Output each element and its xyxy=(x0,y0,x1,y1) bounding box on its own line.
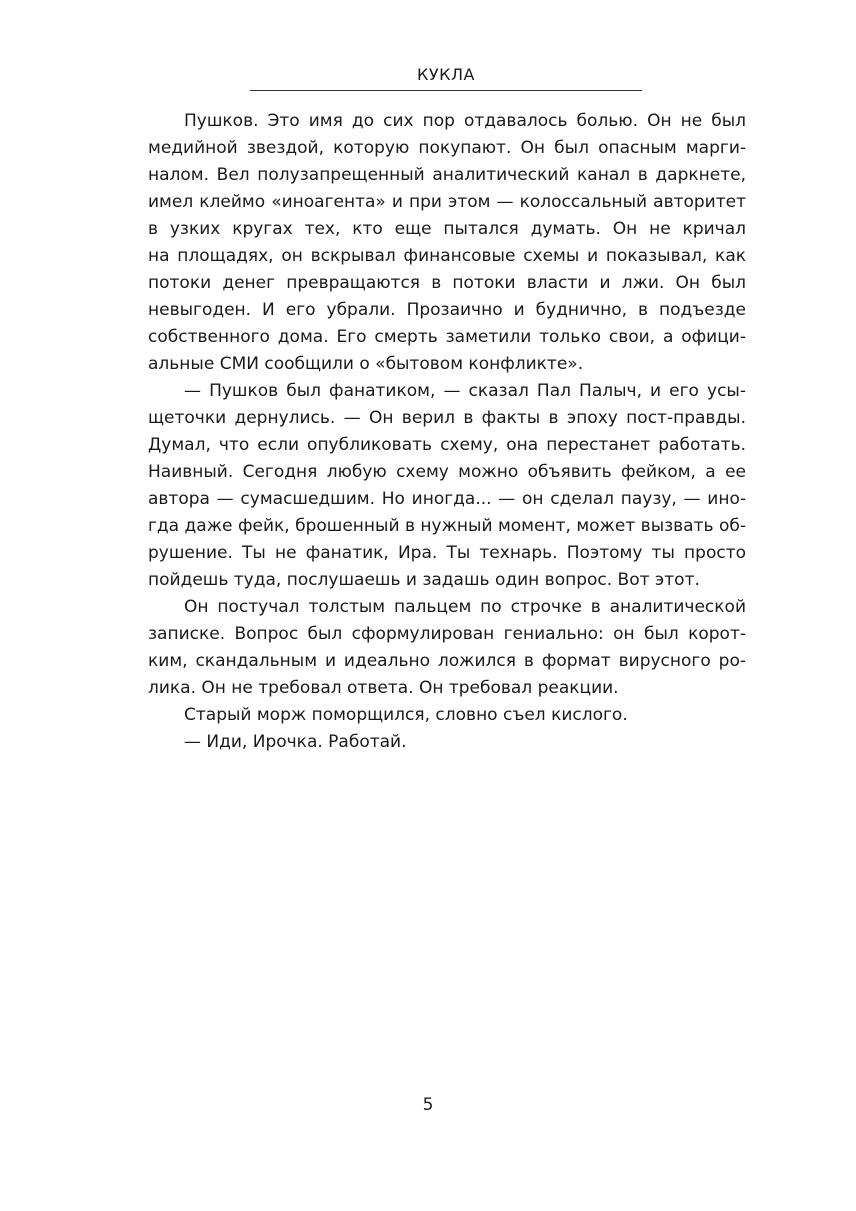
text-line: ким, скандальным и идеально ложился в формат вирусного ро- xyxy=(148,651,746,671)
text-line: записке. Вопрос был сформулирован гениально: он был корот- xyxy=(148,624,746,644)
paragraph xyxy=(148,594,746,702)
text-line: на площадях, он вскрывал финансовые схемы и показывал, как xyxy=(148,246,746,266)
paragraph xyxy=(148,729,746,756)
text-line: автора — сумасшедшим. Но иногда... — он сделал паузу, — ино- xyxy=(148,489,746,509)
text-line: имел клеймо «иноагента» и при этом — колоссальный авторитет xyxy=(148,192,746,212)
paragraph xyxy=(148,378,746,594)
text-line: щеточки дернулись. — Он верил в факты в эпоху пост-правды. xyxy=(148,408,746,428)
text-line: Пушков. Это имя до сих пор отдавалось болью. Он не был xyxy=(184,111,746,131)
header-rule xyxy=(250,90,642,91)
text-line: медийной звездой, которую покупают. Он был опасным марги- xyxy=(148,138,746,158)
text-line: альные СМИ сообщили о «бытовом конфликте». xyxy=(148,354,584,374)
text-line: рушение. Ты не фанатик, Ира. Ты технарь. Поэтому ты просто xyxy=(148,543,746,563)
text-line: пойдешь туда, послушаешь и задашь один вопрос. Вот этот. xyxy=(148,570,700,590)
text-line: невыгоден. И его убрали. Прозаично и буднично, в подъезде xyxy=(148,300,746,320)
paragraph xyxy=(148,702,746,729)
paragraph xyxy=(148,108,746,378)
text-line: налом. Вел полузапрещенный аналитический канал в даркнете, xyxy=(148,165,746,185)
text-line: — Иди, Ирочка. Работай. xyxy=(184,732,407,752)
text-line: Он постучал толстым пальцем по строчке в аналитической xyxy=(184,597,746,617)
text-line: Наивный. Сегодня любую схему можно объявить фейком, а ее xyxy=(148,462,746,482)
text-line: собственного дома. Его смерть заметили только свои, а офици- xyxy=(148,327,746,347)
page-number: 5 xyxy=(422,1095,434,1115)
text-line: Старый морж поморщился, словно съел кислого. xyxy=(184,705,628,725)
text-line: Думал, что если опубликовать схему, она перестанет работать. xyxy=(148,435,746,455)
running-head: КУКЛА xyxy=(417,65,475,84)
text-line: потоки денег превращаются в потоки власти и лжи. Он был xyxy=(148,273,746,293)
body-text xyxy=(148,108,746,756)
text-line: лика. Он не требовал ответа. Он требовал реакции. xyxy=(148,678,619,698)
text-line: в узких кругах тех, кто еще пытался думать. Он не кричал xyxy=(148,219,746,239)
text-line: гда даже фейк, брошенный в нужный момент, может вызвать об- xyxy=(148,516,746,536)
text-line: — Пушков был фанатиком, — сказал Пал Палыч, и его усы- xyxy=(184,381,746,401)
